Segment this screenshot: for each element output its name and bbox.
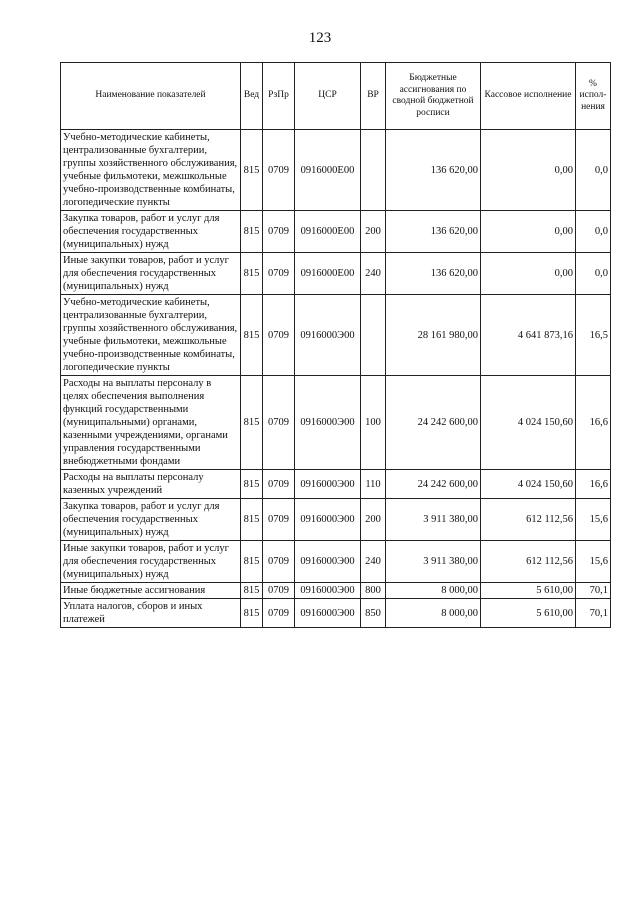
row-csr: 0916000Е00 [295,253,361,295]
row-csr: 0916000Э00 [295,470,361,499]
row-cash: 5 610,00 [481,583,576,599]
header-vr: ВР [361,63,386,130]
row-pct: 70,1 [576,599,611,628]
row-vr: 240 [361,541,386,583]
table-row [61,253,611,295]
row-rzpr: 0709 [263,295,295,376]
row-ved: 815 [241,130,263,211]
row-ved: 815 [241,499,263,541]
header-budget: Бюджетные ассигнования по сводной бюджетной росписи [386,63,481,130]
row-vr [361,295,386,376]
row-rzpr: 0709 [263,211,295,253]
row-pct: 70,1 [576,583,611,599]
row-rzpr: 0709 [263,130,295,211]
header-rzpr: РзПр [263,63,295,130]
budget-execution-table [60,62,611,628]
row-name: Иные бюджетные ассигнования [61,583,241,599]
row-budget: 24 242 600,00 [386,376,481,470]
table-header-row [61,63,611,130]
row-rzpr: 0709 [263,599,295,628]
row-ved: 815 [241,583,263,599]
row-rzpr: 0709 [263,499,295,541]
row-csr: 0916000Э00 [295,541,361,583]
row-name: Расходы на выплаты персоналу казенных учреждений [61,470,241,499]
row-ved: 815 [241,253,263,295]
table-row [61,599,611,628]
row-rzpr: 0709 [263,583,295,599]
row-budget: 8 000,00 [386,599,481,628]
row-pct: 16,6 [576,470,611,499]
row-csr: 0916000Э00 [295,499,361,541]
row-vr: 800 [361,583,386,599]
row-budget: 136 620,00 [386,130,481,211]
table-row [61,130,611,211]
row-name: Расходы на выплаты персоналу в целях обеспечения выполнения функций государственными (муниципальными) органами, казенными учреждениями, органами управления государственными внебюджетными фондами [61,376,241,470]
row-ved: 815 [241,541,263,583]
row-rzpr: 0709 [263,376,295,470]
table-row [61,295,611,376]
row-budget: 3 911 380,00 [386,541,481,583]
row-budget: 8 000,00 [386,583,481,599]
row-ved: 815 [241,599,263,628]
table-row [61,376,611,470]
row-ved: 815 [241,376,263,470]
table-row [61,583,611,599]
row-pct: 16,6 [576,376,611,470]
row-pct: 0,0 [576,130,611,211]
row-ved: 815 [241,470,263,499]
row-vr: 110 [361,470,386,499]
header-name: Наименование показателей [61,63,241,130]
table-row [61,541,611,583]
row-csr: 0916000Э00 [295,599,361,628]
row-name: Закупка товаров, работ и услуг для обеспечения государственных (муниципальных) нужд [61,499,241,541]
header-csr: ЦСР [295,63,361,130]
row-pct: 15,6 [576,499,611,541]
row-cash: 4 024 150,60 [481,470,576,499]
row-vr: 100 [361,376,386,470]
row-cash: 5 610,00 [481,599,576,628]
row-pct: 16,5 [576,295,611,376]
row-name: Уплата налогов, сборов и иных платежей [61,599,241,628]
row-vr: 200 [361,211,386,253]
row-cash: 0,00 [481,253,576,295]
row-vr: 200 [361,499,386,541]
row-name: Иные закупки товаров, работ и услуг для обеспечения государственных (муниципальных) нужд [61,541,241,583]
row-vr: 240 [361,253,386,295]
row-cash: 4 024 150,60 [481,376,576,470]
row-pct: 15,6 [576,541,611,583]
page-number: 123 [308,30,332,46]
header-ved: Вед [241,63,263,130]
row-csr: 0916000Э00 [295,583,361,599]
row-ved: 815 [241,295,263,376]
row-cash: 0,00 [481,211,576,253]
row-csr: 0916000Е00 [295,130,361,211]
row-name: Закупка товаров, работ и услуг для обеспечения государственных (муниципальных) нужд [61,211,241,253]
row-cash: 4 641 873,16 [481,295,576,376]
header-pct: % испол-нения [576,63,611,130]
row-csr: 0916000Е00 [295,211,361,253]
row-name: Учебно-методические кабинеты, централизованные бухгалтерии, группы хозяйственного обслуживания, учебные фильмотеки, межшкольные учебно-производственные комбинаты, логопедические пункты [61,130,241,211]
row-budget: 136 620,00 [386,211,481,253]
row-pct: 0,0 [576,253,611,295]
row-vr: 850 [361,599,386,628]
row-rzpr: 0709 [263,253,295,295]
row-cash: 0,00 [481,130,576,211]
row-vr [361,130,386,211]
row-budget: 28 161 980,00 [386,295,481,376]
row-pct: 0,0 [576,211,611,253]
row-cash: 612 112,56 [481,499,576,541]
row-ved: 815 [241,211,263,253]
row-name: Учебно-методические кабинеты, централизованные бухгалтерии, группы хозяйственного обслуживания, учебные фильмотеки, межшкольные учебно-производственные комбинаты, логопедические пункты [61,295,241,376]
table-row [61,499,611,541]
row-budget: 136 620,00 [386,253,481,295]
header-cash: Кассовое исполнение [481,63,576,130]
row-rzpr: 0709 [263,541,295,583]
row-budget: 24 242 600,00 [386,470,481,499]
row-name: Иные закупки товаров, работ и услуг для обеспечения государственных (муниципальных) нужд [61,253,241,295]
row-rzpr: 0709 [263,470,295,499]
row-budget: 3 911 380,00 [386,499,481,541]
row-cash: 612 112,56 [481,541,576,583]
row-csr: 0916000Э00 [295,295,361,376]
table-row [61,470,611,499]
table-row [61,211,611,253]
row-csr: 0916000Э00 [295,376,361,470]
